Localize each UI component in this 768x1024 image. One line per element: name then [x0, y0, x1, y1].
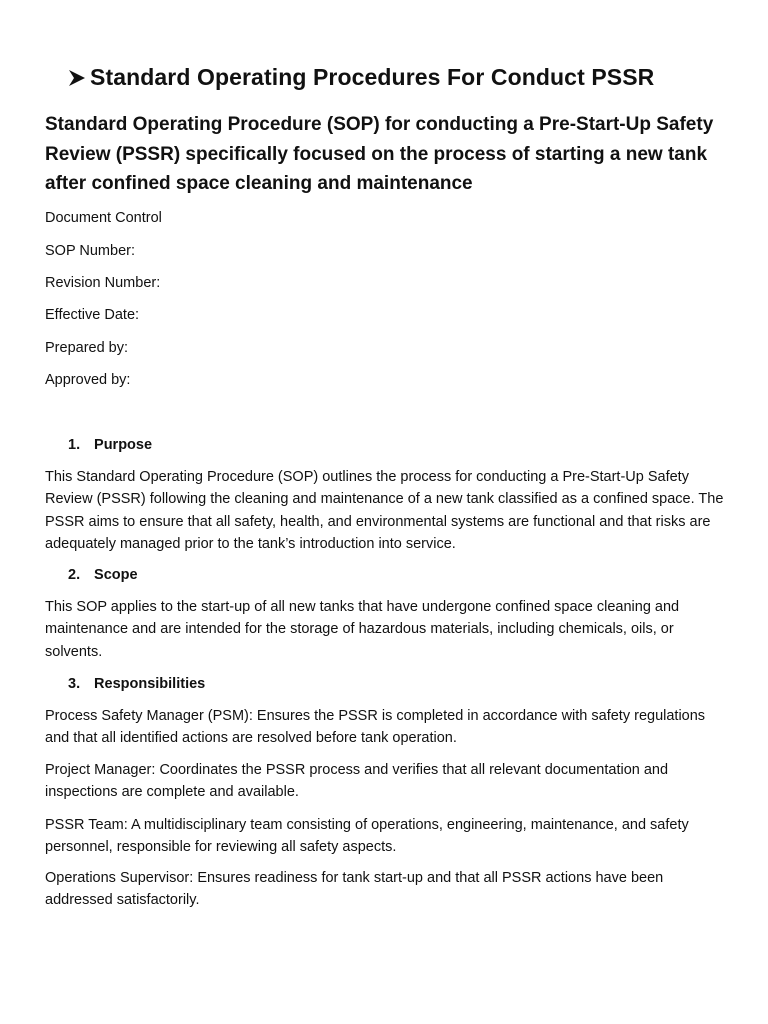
responsibility-pssr-team: PSSR Team: A multidisciplinary team consisting of operations, engineering, maintenance, and safety personnel, responsible for reviewing all safety aspects. — [45, 817, 689, 856]
section-number: 1. — [68, 437, 81, 453]
purpose-paragraph: This Standard Operating Procedure (SOP) outlines the process for conducting a Pre-Start-Up Safety Review (PSSR) following the cleaning and maintenance of a new tank classified as a confined space. The PSSR aims to ensure that all safety, health, and environmental systems are functional and that risks are adequately managed prior to the tank’s introduction into service. — [45, 469, 724, 552]
section-number: 3. — [68, 676, 81, 692]
section-title: Responsibilities — [94, 676, 206, 692]
effective-date-field: Effective Date: — [45, 307, 140, 323]
main-heading — [68, 64, 654, 91]
revision-number-field: Revision Number: — [45, 275, 161, 291]
responsibility-psm: Process Safety Manager (PSM): Ensures the PSSR is completed in accordance with safety regulations and that all identified actions are resolved before tank operation. — [45, 708, 706, 747]
section-heading-responsibilities — [68, 674, 205, 694]
section-number: 2. — [68, 567, 81, 583]
prepared-by-field: Prepared by: — [45, 340, 129, 356]
main-heading-text: Standard Operating Procedures For Conduct PSSR — [90, 64, 655, 90]
arrowhead-bullet-icon — [68, 69, 86, 87]
approved-by-field: Approved by: — [45, 372, 131, 388]
sub-heading: Standard Operating Procedure (SOP) for conducting a Pre-Start-Up Safety Review (PSSR) specifically focused on the process of starting a new tank after confined space cleaning and maintenance — [45, 114, 714, 194]
scope-paragraph: This SOP applies to the start-up of all new tanks that have undergone confined space cleaning and maintenance and are intended for the storage of hazardous materials, including chemicals, oils, or solvents. — [45, 599, 680, 660]
sop-number-field: SOP Number: — [45, 243, 135, 259]
responsibility-project-manager: Project Manager: Coordinates the PSSR process and verifies that all relevant documentation and inspections are complete and available. — [45, 762, 669, 801]
document-control-label: Document Control — [45, 210, 162, 226]
section-title: Scope — [94, 567, 138, 583]
section-heading-purpose — [68, 435, 152, 455]
section-heading-scope — [68, 565, 138, 585]
section-title: Purpose — [94, 437, 153, 453]
responsibility-operations-supervisor: Operations Supervisor: Ensures readiness for tank start-up and that all PSSR actions have been addressed satisfactorily. — [45, 870, 664, 909]
